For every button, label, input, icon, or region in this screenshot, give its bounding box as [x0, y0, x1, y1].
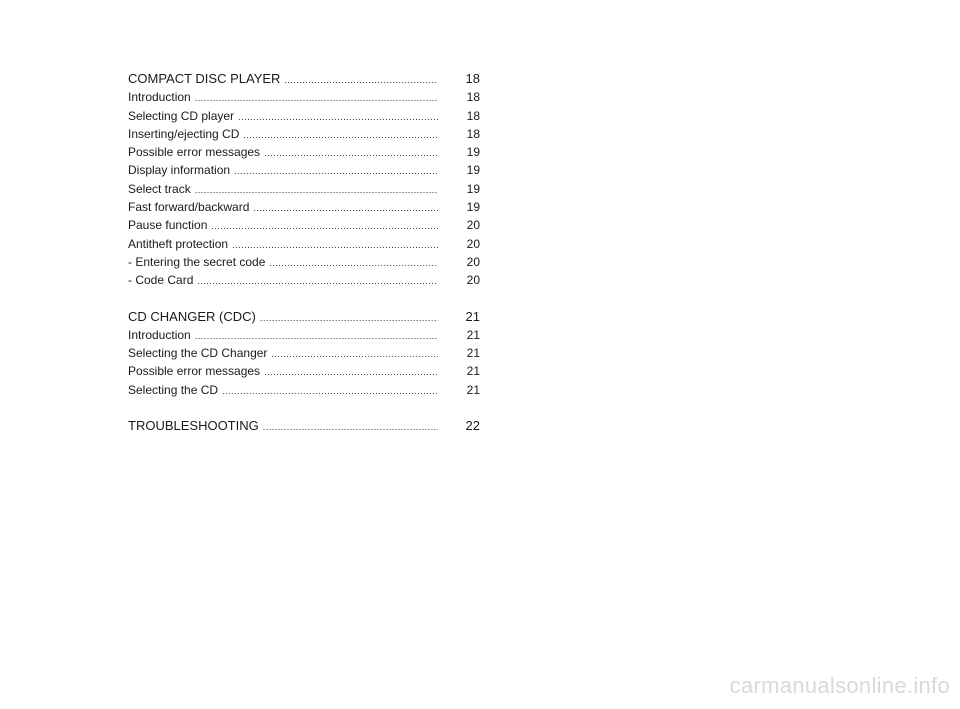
dot-leader — [232, 235, 438, 254]
toc-entry-page: 18 — [466, 126, 480, 141]
watermark: carmanualsonline.info — [729, 673, 950, 698]
toc-entry-page: 21 — [466, 382, 480, 397]
toc-entry-label: COMPACT DISC PLAYER — [128, 71, 281, 86]
toc-entry-label: Inserting/ejecting CD — [128, 126, 240, 141]
toc-entry-page: 19 — [466, 163, 480, 178]
toc-entry-page: 21 — [465, 308, 480, 324]
toc-entry[interactable] — [128, 143, 480, 161]
dot-leader — [195, 88, 438, 107]
dot-leader — [264, 362, 438, 381]
toc-entry[interactable] — [128, 344, 480, 362]
toc-entry-page: 20 — [466, 236, 480, 251]
toc-entry-page: 20 — [466, 218, 480, 233]
toc-entry[interactable] — [128, 308, 480, 326]
toc-entry-page: 21 — [466, 327, 480, 342]
toc-entry-label: Pause function — [128, 218, 208, 233]
toc-entry[interactable] — [128, 180, 480, 198]
toc-entry[interactable] — [128, 381, 480, 399]
toc-entry-label: - Code Card — [128, 273, 194, 288]
dot-leader — [263, 417, 438, 436]
toc-section-cd-changer — [128, 308, 480, 399]
toc-entry-page: 19 — [466, 200, 480, 215]
dot-leader — [222, 381, 438, 400]
toc-entry[interactable] — [128, 198, 480, 216]
toc-entry-label: TROUBLESHOOTING — [128, 418, 259, 434]
toc-entry-label: Selecting CD player — [128, 108, 235, 123]
dot-leader — [197, 271, 438, 290]
toc-entry-label: Selecting the CD Changer — [128, 346, 268, 361]
dot-leader — [269, 253, 438, 272]
toc-entry-page: 22 — [465, 418, 480, 434]
toc-entry[interactable] — [128, 235, 480, 253]
toc-entry[interactable] — [128, 216, 480, 234]
toc-entry[interactable] — [128, 253, 480, 271]
toc-entry-label: Display information — [128, 163, 231, 178]
toc-section-troubleshooting — [128, 417, 480, 435]
toc-entry-page: 19 — [466, 145, 480, 160]
toc-entry-page: 21 — [466, 364, 480, 379]
dot-leader — [253, 198, 438, 217]
toc-entry-label: Introduction — [128, 90, 191, 105]
toc-entry[interactable] — [128, 271, 480, 289]
toc-entry-label: Introduction — [128, 327, 191, 342]
toc-entry-label: - Entering the secret code — [128, 254, 266, 269]
toc-entry[interactable] — [128, 417, 480, 435]
dot-leader — [260, 308, 438, 327]
toc-entry-label: Antitheft protection — [128, 236, 229, 251]
toc-entry-page: 18 — [466, 90, 480, 105]
toc-entry-page: 20 — [466, 254, 480, 269]
dot-leader — [271, 344, 438, 363]
toc-entry[interactable] — [128, 326, 480, 344]
toc-entry-page: 19 — [466, 181, 480, 196]
dot-leader — [264, 143, 438, 162]
toc-entry[interactable] — [128, 107, 480, 125]
table-of-contents — [128, 70, 480, 453]
toc-entry-label: Select track — [128, 181, 191, 196]
dot-leader — [211, 216, 438, 235]
dot-leader — [195, 326, 438, 345]
toc-entry-label: Possible error messages — [128, 145, 261, 160]
toc-entry[interactable] — [128, 362, 480, 380]
dot-leader — [238, 107, 438, 126]
toc-entry-label: Selecting the CD — [128, 382, 219, 397]
dot-leader — [243, 125, 438, 144]
toc-entry-page: 18 — [466, 108, 480, 123]
dot-leader — [195, 180, 438, 199]
toc-entry[interactable] — [128, 88, 480, 106]
toc-entry[interactable] — [128, 70, 480, 88]
toc-entry-label: Possible error messages — [128, 364, 261, 379]
toc-entry[interactable] — [128, 161, 480, 179]
toc-entry-label: Fast forward/backward — [128, 200, 250, 215]
toc-entry-page: 20 — [466, 273, 480, 288]
toc-entry-label: CD CHANGER (CDC) — [128, 308, 256, 324]
toc-entry[interactable] — [128, 125, 480, 143]
toc-entry-page: 21 — [466, 346, 480, 361]
dot-leader — [234, 161, 438, 180]
toc-section-compact-disc-player — [128, 70, 480, 290]
toc-entry-page: 18 — [465, 71, 480, 86]
dot-leader — [284, 70, 438, 89]
